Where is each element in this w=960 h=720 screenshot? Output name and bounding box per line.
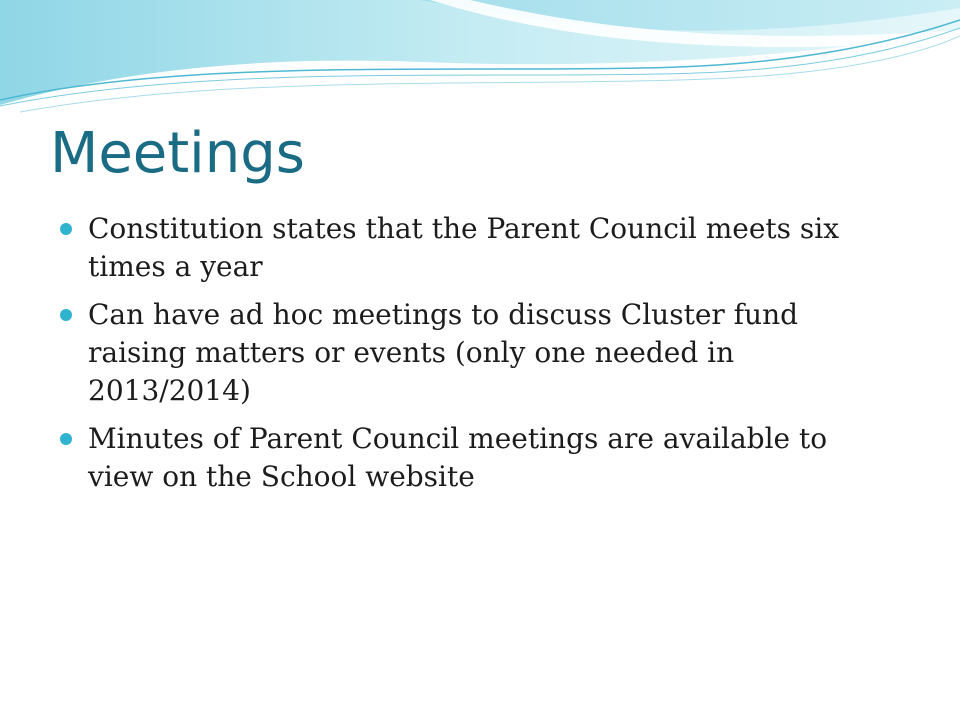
slide-title: Meetings <box>50 121 305 186</box>
bullet-dot-icon <box>60 223 72 235</box>
bullet-list <box>60 210 890 506</box>
list-item <box>60 420 890 496</box>
list-item <box>60 296 890 410</box>
bullet-text: Constitution states that the Parent Council meets six times a year <box>88 212 840 283</box>
bullet-dot-icon <box>60 433 72 445</box>
bullet-text: Minutes of Parent Council meetings are available to view on the School website <box>88 422 828 493</box>
bullet-dot-icon <box>60 309 72 321</box>
header-wave-decoration <box>0 0 960 120</box>
bullet-text: Can have ad hoc meetings to discuss Cluster fund raising matters or events (only one needed in 2013/2014) <box>88 298 799 407</box>
list-item <box>60 210 890 286</box>
